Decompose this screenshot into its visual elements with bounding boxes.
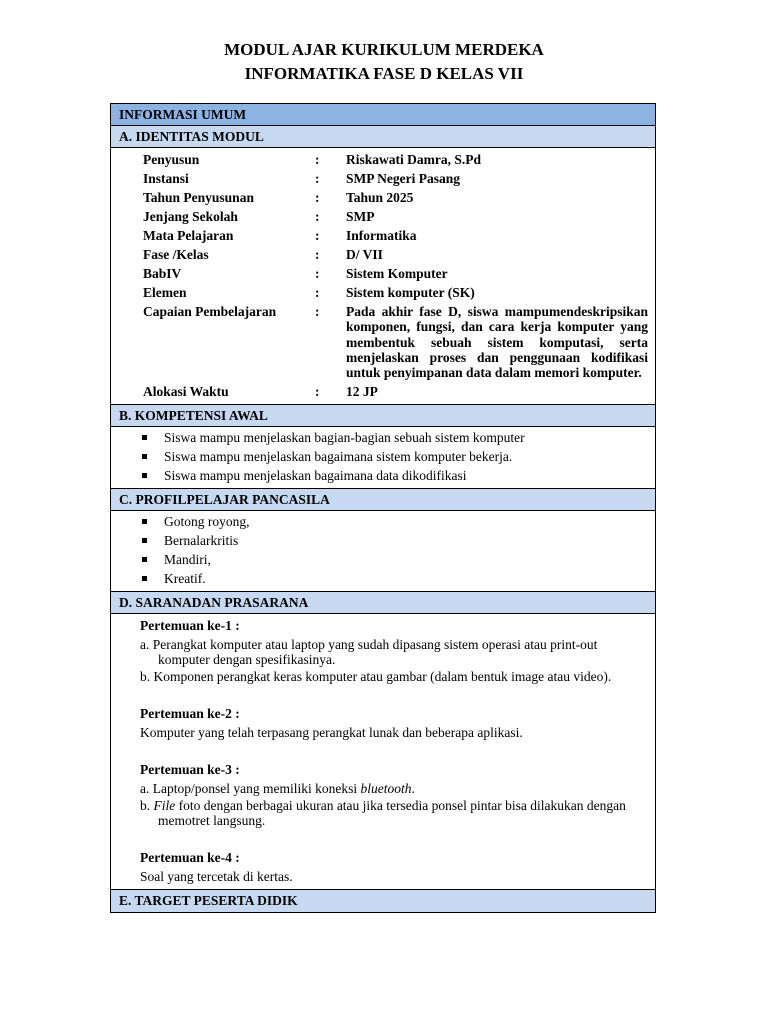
- list-item: Siswa mampu menjelaskan bagaimana data dikodifikasi: [141, 466, 655, 485]
- identity-value: D/ VII: [346, 247, 383, 262]
- item-italic-text: File: [153, 798, 176, 814]
- item-text: .: [411, 781, 415, 797]
- informasi-umum-header: INFORMASI UMUM: [111, 104, 655, 126]
- identity-label: Alokasi Waktu: [143, 384, 229, 400]
- title-line-1: MODUL AJAR KURIKULUM MERDEKA: [224, 40, 544, 59]
- identity-row: [143, 302, 648, 382]
- identity-label: Instansi: [143, 171, 189, 186]
- target-peserta-didik-header: E. TARGET PESERTA DIDIK: [111, 890, 655, 912]
- identity-value: 12 JP: [346, 384, 378, 400]
- identity-colon: :: [315, 171, 320, 186]
- module-table: [110, 103, 656, 913]
- identity-colon: :: [315, 384, 320, 400]
- identity-row: [143, 382, 648, 401]
- pertemuan-2-text: Komputer yang telah terpasang perangkat lunak dan beberapa aplikasi.: [140, 725, 523, 741]
- list-item: Gotong royong,: [141, 512, 655, 531]
- pertemuan-3-item-a: [140, 781, 647, 796]
- title-line-2: INFORMATIKA FASE D KELAS VII: [244, 64, 524, 83]
- identity-label: Mata Pelajaran: [143, 228, 234, 243]
- kompetensi-awal-list: [111, 427, 655, 489]
- item-text: b.: [140, 798, 154, 814]
- identity-row: [143, 226, 648, 245]
- identity-label: BabIV: [143, 266, 182, 281]
- identity-value: SMP: [346, 209, 375, 224]
- identity-value: Sistem komputer (SK): [346, 285, 475, 300]
- identity-colon: :: [315, 152, 320, 167]
- kompetensi-awal-header: B. KOMPETENSI AWAL: [111, 405, 655, 427]
- sarana-prasarana-header: D. SARANADAN PRASARANA: [111, 592, 655, 614]
- pertemuan-1-item-b: b. Komponen perangkat keras komputer atau gambar (dalam bentuk image atau video).: [140, 669, 612, 685]
- identity-label: Fase /Kelas: [143, 247, 209, 262]
- identitas-modul-body: [111, 148, 655, 405]
- capaian-pembelajaran-value: Pada akhir fase D, siswa mampumendeskripsikan komponen, fungsi, dan cara kerja komputer yang membentuk sebuah sistem komputasi, serta menjelaskan proses dan penggunaan kodifikasi untuk penyimpanan data dalam memori komputer.: [346, 304, 648, 381]
- pertemuan-1-item-a: a. Perangkat komputer atau laptop yang sudah dipasang sistem operasi atau print-out komputer dengan spesifikasinya.: [140, 637, 598, 668]
- profil-pelajar-header: C. PROFILPELAJAR PANCASILA: [111, 489, 655, 511]
- identity-colon: :: [315, 285, 320, 300]
- list-item: Siswa mampu menjelaskan bagaimana sistem komputer bekerja.: [141, 447, 655, 466]
- identity-value: Tahun 2025: [346, 190, 414, 205]
- identity-row: [143, 207, 648, 226]
- identitas-modul-header: A. IDENTITAS MODUL: [111, 126, 655, 148]
- identity-row: [143, 188, 648, 207]
- identity-colon: :: [315, 266, 320, 281]
- pertemuan-4-text: Soal yang tercetak di kertas.: [140, 869, 293, 885]
- pertemuan-3-item-b: [140, 798, 647, 828]
- list-item: Kreatif.: [141, 569, 655, 588]
- identity-value: SMP Negeri Pasang: [346, 171, 460, 186]
- identity-colon: :: [315, 247, 320, 262]
- pertemuan-2-title: Pertemuan ke-2 :: [140, 706, 240, 722]
- identity-colon: :: [315, 228, 320, 243]
- pertemuan-1-title: Pertemuan ke-1 :: [140, 618, 240, 634]
- pertemuan-4-title: Pertemuan ke-4 :: [140, 850, 240, 866]
- identity-value: Informatika: [346, 228, 417, 243]
- identity-label: Elemen: [143, 285, 187, 300]
- identity-value: Riskawati Damra, S.Pd: [346, 152, 482, 167]
- spacer: [140, 830, 647, 848]
- list-item: Siswa mampu menjelaskan bagian-bagian sebuah sistem komputer: [141, 428, 655, 447]
- identity-row: [143, 150, 648, 169]
- pertemuan-3-title: Pertemuan ke-3 :: [140, 762, 240, 778]
- identity-colon: :: [315, 190, 320, 205]
- list-item: Mandiri,: [141, 550, 655, 569]
- identity-label: Capaian Pembelajaran: [143, 304, 277, 319]
- identity-label: Penyusun: [143, 152, 200, 167]
- identity-label: Tahun Penyusunan: [143, 190, 254, 205]
- identity-colon: :: [315, 304, 320, 319]
- item-text: a. Laptop/ponsel yang memiliki koneksi: [140, 781, 361, 797]
- spacer: [140, 686, 647, 704]
- identity-row: [143, 169, 648, 188]
- list-item: Bernalarkritis: [141, 531, 655, 550]
- identity-row: [143, 245, 648, 264]
- identity-row: [143, 264, 648, 283]
- item-text: foto dengan berbagai ukuran atau jika tersedia ponsel pintar bisa dilakukan dengan memotret langsung.: [158, 798, 626, 829]
- sarana-prasarana-body: [111, 614, 655, 890]
- item-italic-text: bluetooth: [360, 781, 412, 797]
- identity-value: Sistem Komputer: [346, 266, 448, 281]
- profil-pelajar-list: [111, 511, 655, 592]
- identity-label: Jenjang Sekolah: [143, 209, 238, 224]
- identity-row: [143, 283, 648, 302]
- identity-colon: :: [315, 209, 320, 224]
- spacer: [140, 742, 647, 760]
- document-title: [0, 38, 768, 86]
